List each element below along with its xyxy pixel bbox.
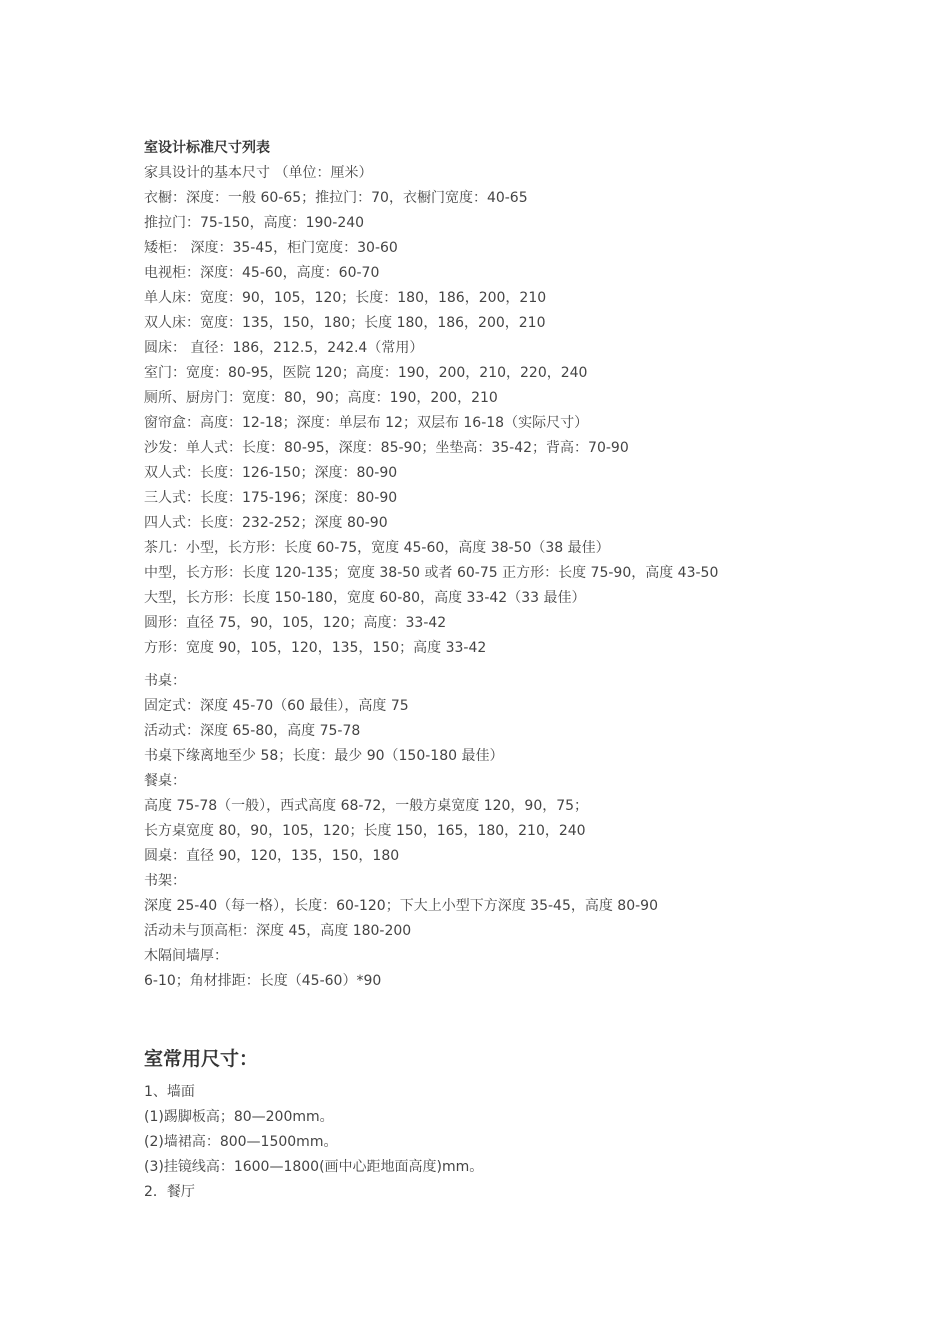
- text-line: 2．餐厅: [144, 1184, 195, 1200]
- text-line: 四人式：长度：232-252；深度 80-90: [144, 515, 388, 531]
- text-line: 长方桌宽度 80，90，105，120；长度 150，165，180，210，240: [144, 823, 586, 839]
- text-line: 深度 25-40（每一格），长度：60-120；下大上小型下方深度 35-45，高度 80-90: [144, 898, 658, 914]
- text-line: 双人式：长度：126-150；深度：80-90: [144, 465, 398, 481]
- text-line: 推拉门：75-150，高度：190-240: [144, 215, 365, 231]
- text-line: 矮柜： 深度：35-45，柜门宽度：30-60: [144, 240, 398, 256]
- text-line: 1、墙面: [144, 1084, 195, 1100]
- text-line: 电视柜：深度：45-60，高度：60-70: [144, 265, 380, 281]
- text-line: 活动式：深度 65-80，高度 75-78: [144, 723, 361, 739]
- text-line: 双人床：宽度：135，150，180；长度 180，186，200，210: [144, 315, 546, 331]
- text-line: 餐桌：: [144, 773, 186, 789]
- text-line: (2)墙裙高：800—1500mm。: [144, 1134, 338, 1150]
- text-line: 固定式：深度 45-70（60 最佳），高度 75: [144, 698, 409, 714]
- furniture-dimensions-list: [144, 161, 904, 661]
- text-line: 大型，长方形：长度 150-180，宽度 60-80，高度 33-42（33 最佳）: [144, 590, 586, 606]
- text-line: 书架：: [144, 873, 186, 889]
- text-line: 单人床：宽度：90，105，120；长度：180，186，200，210: [144, 290, 547, 306]
- text-line: 窗帘盒：高度：12-18；深度：单层布 12；双层布 16-18（实际尺寸）: [144, 415, 589, 431]
- text-line: 活动未与顶高柜：深度 45，高度 180-200: [144, 923, 412, 939]
- text-line: 室门：宽度：80-95，医院 120；高度：190，200，210，220，240: [144, 365, 588, 381]
- text-line: 家具设计的基本尺寸 （单位：厘米）: [144, 165, 373, 181]
- text-line: 高度 75-78（一般），西式高度 68-72，一般方桌宽度 120，90，75；: [144, 798, 589, 814]
- text-line: 三人式：长度：175-196；深度：80-90: [144, 490, 398, 506]
- section-heading: 室常用尺寸：: [144, 1048, 259, 1070]
- common-dimensions-list: [144, 1080, 904, 1205]
- text-line: 中型，长方形：长度 120-135；宽度 38-50 或者 60-75 正方形：长度 75-90，高度 43-50: [144, 565, 719, 581]
- document-page: [144, 136, 904, 1205]
- text-line: 厕所、厨房门：宽度：80，90；高度：190，200，210: [144, 390, 498, 406]
- text-line: 木隔间墙厚：: [144, 948, 228, 964]
- text-line: 圆形：直径 75，90，105，120；高度：33-42: [144, 615, 447, 631]
- text-line: 6-10；角材排距：长度（45-60）*90: [144, 973, 382, 989]
- text-line: 书桌下缘离地至少 58；长度：最少 90（150-180 最佳）: [144, 748, 504, 764]
- text-line: 圆桌：直径 90，120，135，150，180: [144, 848, 400, 864]
- desk-table-shelf-list: [144, 669, 904, 994]
- section-title: 室设计标准尺寸列表: [144, 140, 270, 156]
- text-line: 沙发：单人式：长度：80-95，深度：85-90；坐垫高：35-42；背高：70-90: [144, 440, 629, 456]
- text-line: 书桌：: [144, 673, 186, 689]
- text-line: 方形：宽度 90，105，120，135，150；高度 33-42: [144, 640, 487, 656]
- text-line: (3)挂镜线高：1600—1800(画中心距地面高度)mm。: [144, 1159, 484, 1175]
- text-line: 圆床： 直径：186，212.5，242.4（常用）: [144, 340, 424, 356]
- text-line: (1)踢脚板高；80—200mm。: [144, 1109, 334, 1125]
- text-line: 茶几：小型，长方形：长度 60-75，宽度 45-60，高度 38-50（38 最佳）: [144, 540, 610, 556]
- text-line: 衣橱：深度：一般 60-65；推拉门：70，衣橱门宽度：40-65: [144, 190, 528, 206]
